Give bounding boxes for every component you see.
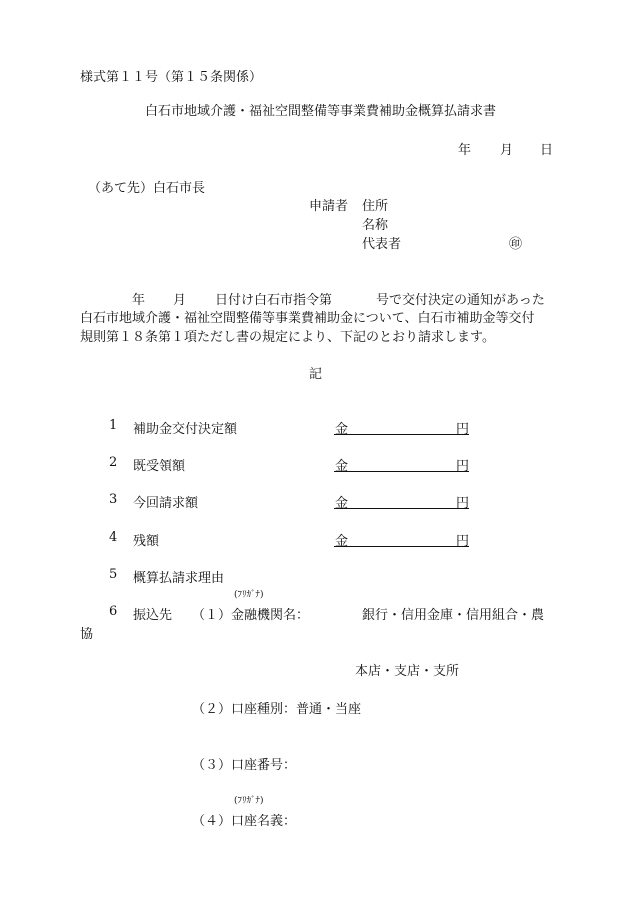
- item-number: 6: [109, 604, 118, 619]
- item-label-transfer: 振込先: [133, 608, 173, 623]
- body-text-a: 日付け白石市指令第: [215, 293, 333, 308]
- en-label: 円: [456, 496, 470, 511]
- furigana-label: (ﾌﾘｶﾞﾅ): [234, 796, 264, 806]
- item-label-grant-decision: 補助金交付決定額: [133, 422, 238, 437]
- amount-underline: [334, 546, 469, 547]
- applicant-label: 申請者: [309, 199, 349, 214]
- en-label: 円: [456, 459, 470, 474]
- item-label-received: 既受領額: [133, 459, 186, 474]
- bank-name-label: （１）金融機関名：: [192, 608, 310, 623]
- bank-type-options: 銀行・信用金庫・信用組合・農: [362, 608, 545, 623]
- kin-label: 金: [335, 422, 349, 437]
- representative-label: 代表者: [362, 237, 402, 252]
- ki-heading: 記: [309, 367, 323, 382]
- addressee: （あて先）白石市長: [88, 181, 206, 196]
- bank-type-wrap: 協: [80, 627, 94, 642]
- item-number: 4: [109, 530, 118, 545]
- branch-options: 本店・支店・支所: [355, 664, 460, 679]
- page-title: 白石市地域介護・福祉空間整備等事業費補助金概算払請求書: [145, 104, 497, 119]
- item-label-reason: 概算払請求理由: [133, 571, 225, 586]
- body-year: 年: [132, 293, 146, 308]
- form-number: 様式第１１号（第１５条関係）: [80, 70, 263, 85]
- address-label: 住所: [362, 199, 389, 214]
- item-label-remaining: 残額: [133, 534, 160, 549]
- account-number-label: （３）口座番号：: [192, 758, 297, 773]
- body-line-2: 白石市地域介護・福祉空間整備等事業費補助金について、白石市補助金等交付: [80, 311, 535, 326]
- item-number: 3: [109, 492, 118, 507]
- en-label: 円: [456, 534, 470, 549]
- amount-underline: [334, 508, 469, 509]
- kin-label: 金: [335, 496, 349, 511]
- date-year: 年: [458, 143, 472, 158]
- item-number: 5: [109, 567, 118, 582]
- account-holder-label: （４）口座名義：: [192, 814, 297, 829]
- en-label: 円: [456, 422, 470, 437]
- item-number: 1: [109, 418, 118, 433]
- kin-label: 金: [335, 459, 349, 474]
- name-label: 名称: [362, 218, 389, 233]
- furigana-label: (ﾌﾘｶﾞﾅ): [234, 590, 264, 600]
- date-month: 月: [500, 143, 514, 158]
- body-month: 月: [173, 293, 187, 308]
- body-line-3: 規則第１８条第１項ただし書の規定により、下記のとおり請求します。: [80, 330, 495, 345]
- item-number: 2: [109, 455, 118, 470]
- account-type-label: （２）口座種別：普通・当座: [192, 702, 362, 717]
- item-label-current-request: 今回請求額: [133, 496, 199, 511]
- body-text-b: 号で交付決定の通知があった: [376, 293, 545, 308]
- amount-underline: [334, 434, 469, 435]
- kin-label: 金: [335, 534, 349, 549]
- seal-mark: ㊞: [509, 237, 523, 252]
- amount-underline: [334, 471, 469, 472]
- date-day: 日: [540, 143, 554, 158]
